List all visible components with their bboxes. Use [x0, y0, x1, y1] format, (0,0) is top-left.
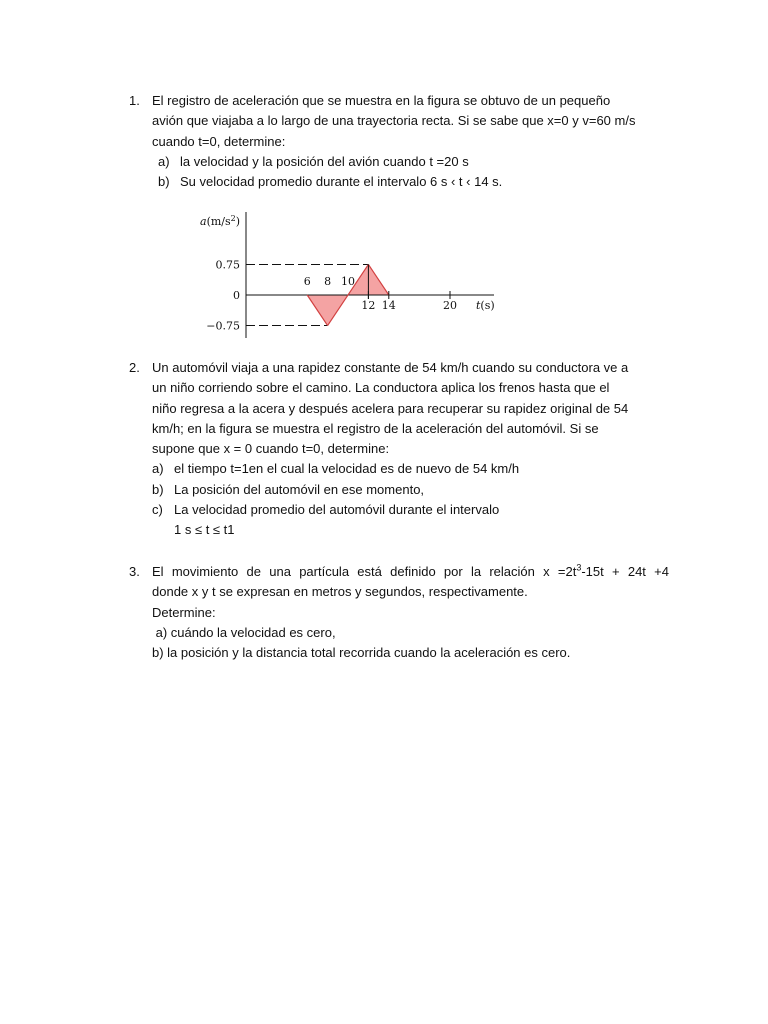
- question-2-body: [152, 358, 669, 541]
- question-3-determine: Determine:: [152, 604, 216, 620]
- question-2-item-c: [152, 500, 669, 520]
- equation-exponent: 3: [576, 562, 582, 573]
- chart-layer: [206, 212, 494, 338]
- question-1-item-a: [152, 152, 669, 172]
- item-letter: b): [158, 174, 170, 190]
- item-letter: c): [152, 502, 163, 518]
- question-3-number: 3.: [129, 564, 140, 579]
- question-2-line-4: km/h; en la figura se muestra el registro de la aceleración del automóvil. Si se: [152, 420, 599, 436]
- x-tick-label: 6: [303, 275, 311, 288]
- question-3-line-2: donde x y t se expresan en metros y segundos, respectivamente.: [152, 584, 528, 600]
- question-3-item-b: b) la posición y la distancia total recorrida cuando la aceleración es cero.: [152, 645, 571, 661]
- x-tick-label: 14: [381, 299, 396, 312]
- item-text: el tiempo t=1en el cual la velocidad es de nuevo de 54 km/h: [174, 461, 520, 477]
- question-3-item-a: a) cuándo la velocidad es cero,: [152, 624, 336, 640]
- question-1-number: 1.: [129, 93, 140, 108]
- question-1-line-1: El registro de aceleración que se muestra en la figura se obtuvo de un pequeño: [152, 93, 611, 108]
- equation-text: El movimiento de una partícula está definido por la relación x =2t: [152, 564, 577, 579]
- question-2-line-1: Un automóvil viaja a una rapidez constante de 54 km/h cuando su conductora ve a: [152, 360, 629, 375]
- question-2-line-3: niño regresa a la acera y después acelera para recuperar su rapidez original de 54: [152, 400, 629, 416]
- item-text: Su velocidad promedio durante el intervalo 6 s ‹ t ‹ 14 s.: [180, 174, 503, 190]
- item-letter: b): [152, 481, 164, 497]
- y-tick-label: −0.75: [206, 319, 240, 333]
- question-1-item-b: [152, 172, 669, 192]
- question-3-line-1: [152, 562, 669, 582]
- question-2-interval: [152, 520, 669, 540]
- question-1: [129, 91, 669, 192]
- question-2-line-2: un niño corriendo sobre el camino. La conductora aplica los frenos hasta que el: [152, 380, 610, 396]
- question-2: [129, 358, 669, 541]
- question-3-body: [152, 562, 669, 663]
- question-1-line-3: cuando t=0, determine:: [152, 133, 286, 149]
- interval-text: 1 s ≤ t ≤ t1: [174, 522, 235, 538]
- item-letter: a): [158, 153, 170, 169]
- question-2-item-b: [152, 480, 669, 500]
- item-letter: a): [152, 461, 164, 477]
- y-tick-label: 0: [233, 289, 240, 302]
- x-tick-label: 8: [324, 275, 332, 288]
- x-tick-label: 20: [443, 299, 457, 312]
- item-text: La posición del automóvil en ese momento,: [174, 481, 425, 497]
- x-tick-label: 12: [361, 299, 376, 312]
- equation-text-end: -15t + 24t +4: [581, 564, 669, 579]
- item-text: la velocidad y la posición del avión cuando t =20 s: [180, 153, 469, 169]
- chart-xlabel: t(s): [476, 299, 495, 312]
- question-2-line-5: supone que x = 0 cuando t=0, determine:: [152, 441, 390, 457]
- question-1-body: [152, 91, 669, 192]
- question-3: [129, 562, 669, 663]
- item-text: La velocidad promedio del automóvil durante el intervalo: [174, 502, 500, 518]
- y-tick-label: 0.75: [215, 258, 240, 272]
- acceleration-chart: [190, 206, 510, 346]
- x-tick-label: 10: [341, 275, 355, 288]
- question-2-number: 2.: [129, 360, 140, 375]
- question-2-item-a: [152, 459, 669, 479]
- question-1-line-2: avión que viajaba a lo largo de una trayectoria recta. Si se sabe que x=0 y v=60 m/s: [152, 113, 636, 129]
- chart-ylabel: $a(m/s^2)$: [200, 214, 241, 228]
